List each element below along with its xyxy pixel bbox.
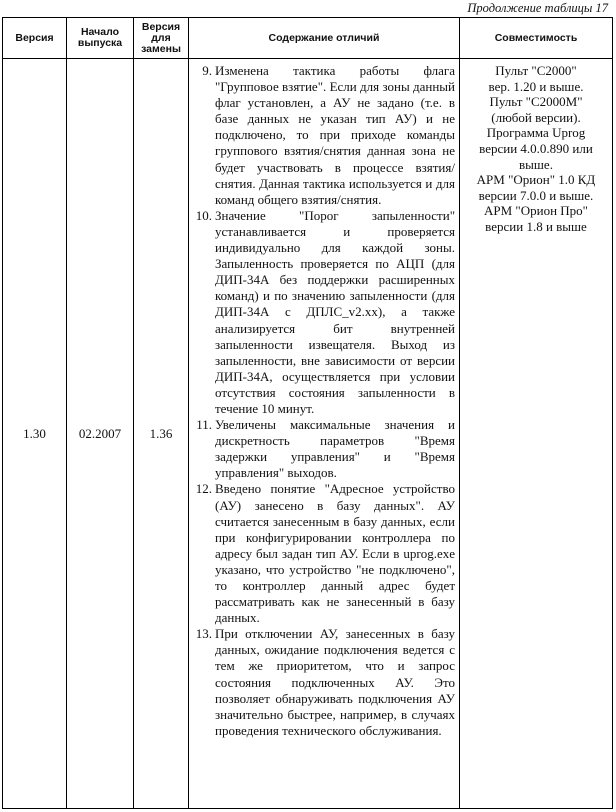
compat-line: версии 7.0.0 и выше.: [478, 187, 594, 203]
table-caption: Продолжение таблицы 17: [467, 1, 608, 15]
header-version: Версия: [3, 18, 67, 59]
table-row: [3, 59, 613, 809]
compat-line: выше.: [519, 156, 553, 172]
compat-line: (любой версии).: [491, 109, 581, 125]
list-item-number: 10.: [195, 207, 212, 223]
table-header-row: [3, 18, 613, 59]
changes-list: [191, 63, 455, 739]
compat-line: АРМ "Орион" 1.0 КД: [476, 172, 596, 188]
header-compat: Совместимость: [460, 18, 613, 59]
list-item-number: 9.: [202, 63, 212, 78]
list-item: [191, 417, 455, 481]
compat-line: Пульт "С2000М": [489, 94, 583, 110]
versions-table: [2, 17, 613, 809]
list-item-text: Значение "Порог запыленности" устанавливается и проверяется индивидуально для каждой зоны. Запыленность проверяется по АЦП (для ДИП-34А без поддержки расширенных команд) и по значению запыленности (для ДИП-34А с ДПЛС_v2.xx), а также анализируется бит внутренней запыленности извещателя. Выход из запыленности, вне зависимости от версии ДИП-34А, осуществляется при условии отсутствия состояния запыленности в течение 10 минут.: [215, 207, 455, 416]
compat-line: вер. 1.20 и выше.: [488, 78, 584, 94]
list-item-number: 11.: [196, 417, 212, 433]
compat-line: АРМ "Орион Про": [484, 203, 588, 219]
list-item: [191, 208, 455, 417]
compat-line: версии 4.0.0.890 или: [479, 140, 593, 156]
list-item-text: Увеличены максимальные значения и дискретность параметров "Время задержки управления" и "Время управления" выходов.: [215, 417, 455, 481]
cell-version: 1.30: [3, 59, 67, 809]
list-item: [191, 63, 455, 208]
cell-replacement: 1.36: [134, 59, 189, 809]
compat-line: версии 1.8 и выше: [485, 218, 587, 234]
list-item-text: Изменена тактика работы флага "Групповое взятие". Если для зоны данный флаг установлен, а АУ не задано (т.е. в базе данных не указан тип АУ) и не подключено, то при приходе команды группового взятия/снятия данная зона не будет участвовать в процессе взятия/снятия. Данная тактика используется и для команд общего взятия/снятия.: [215, 63, 455, 207]
list-item: [191, 626, 455, 739]
compat-text: [463, 63, 609, 235]
header-replacement: Версия для замены: [134, 18, 189, 59]
cell-compat: [460, 59, 613, 809]
header-content: Содержание отличий: [189, 18, 460, 59]
compat-line: Программа Uprog: [486, 125, 586, 141]
list-item: [191, 481, 455, 626]
header-release: Начало выпуска: [67, 18, 134, 59]
list-item-number: 13.: [195, 626, 212, 642]
cell-content: [189, 59, 460, 809]
list-item-text: Введено понятие "Адресное устройство (АУ) занесено в базу данных". АУ считается занесенным в базу данных, если при конфигурировании контроллера по адресу был задан тип АУ. Если в uprog.exe указано, что устройство "не подключено", то контроллер данный адрес будет рассматривать как не занесенный в базу данных.: [215, 481, 455, 626]
list-item-number: 12.: [195, 481, 212, 497]
cell-release: 02.2007: [67, 59, 134, 809]
compat-line: Пульт "С2000": [495, 63, 577, 78]
list-item-text: При отключении АУ, занесенных в базу данных, ожидание подключения ведется с тем же приоритетом, что и запрос состояния подключенных АУ. Это позволяет обнаруживать подключения АУ значительно быстрее, например, в случаях проведения технического обслуживания.: [215, 626, 455, 738]
